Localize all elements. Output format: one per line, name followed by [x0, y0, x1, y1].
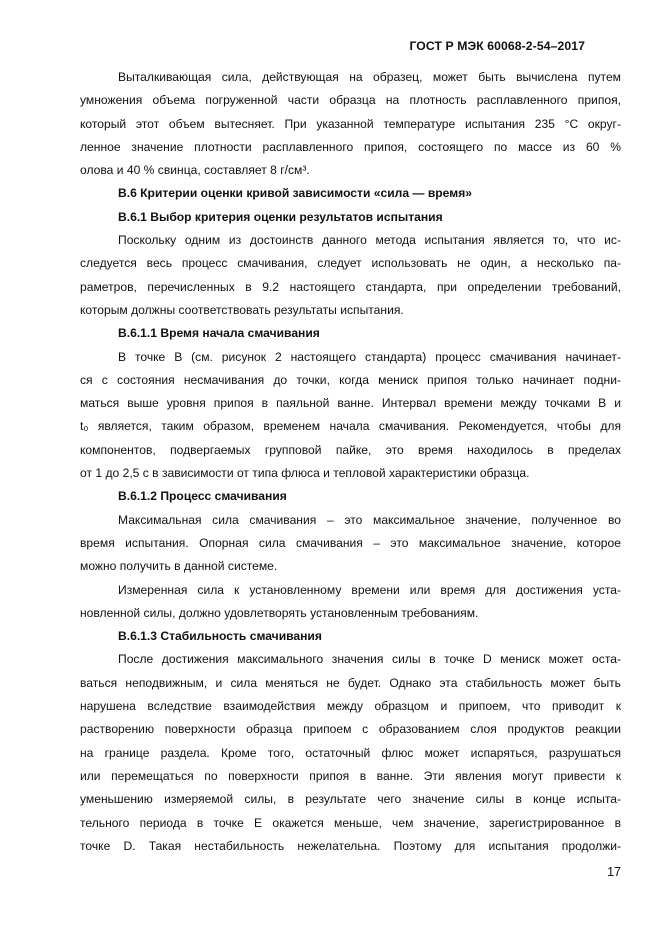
text-line: раметров, перечисленных в 9.2 настоящего стандарта, при определении требований,	[80, 279, 621, 294]
text-line: время испытания. Опорная сила смачивания – это максимальное значение, которое	[80, 535, 621, 550]
text-line: умножения объема погруженной части образца на плотность расплавленного припоя,	[80, 93, 621, 108]
section-heading: В.6.1.3 Стабильность смачивания	[118, 629, 322, 644]
text-line: тельного периода в точке E окажется меньше, чем значение, зарегистрированное в	[80, 815, 621, 830]
document-header: ГОСТ Р МЭК 60068-2-54–2017	[409, 39, 585, 53]
text-line: уменьшению измеряемой силы, в результате чего значение силы в конце испыта-	[80, 792, 621, 807]
text-line: от 1 до 2,5 с в зависимости от типа флюса и тепловой характеристики образца.	[80, 466, 530, 481]
text-line: олова и 40 % свинца, составляет 8 г/см³.	[80, 163, 310, 178]
text-line: на границе раздела. Кроме того, остаточный флюс может испаряться, разрушаться	[80, 745, 621, 760]
text-line: компонентов, подвергаемых групповой пайке, это время находилось в пределах	[80, 442, 621, 457]
text-line: Измеренная сила к установленному времени или время для достижения уста-	[118, 582, 621, 597]
text-line: t₀ является, таким образом, временем начала смачивания. Рекомендуется, чтобы для	[80, 419, 621, 434]
text-line: который этот объем вытесняет. При указанной температуре испытания 235 °С округ-	[80, 116, 621, 131]
section-heading: В.6.1.2 Процесс смачивания	[118, 489, 287, 504]
text-line: растворению поверхности образца припоем с образованием слоя продуктов реакции	[80, 722, 621, 737]
text-line: ся с состояния несмачивания до точки, когда мениск припоя только начинает подни-	[80, 372, 621, 387]
text-line: которым должны соответствовать результаты испытания.	[80, 302, 404, 317]
text-line: новленной силы, должно удовлетворять установленным требованиям.	[80, 605, 479, 620]
text-line: Максимальная сила смачивания – это максимальное значение, полученное во	[118, 512, 621, 527]
text-line: точке D. Такая нестабильность нежелательна. Поэтому для испытания продолжи-	[80, 838, 621, 853]
section-heading: В.6.1.1 Время начала смачивания	[118, 326, 320, 341]
section-heading: В.6.1 Выбор критерия оценки результатов испытания	[118, 209, 443, 224]
text-line: Поскольку одним из достоинств данного метода испытания является то, что ис-	[118, 233, 621, 248]
text-line: Выталкивающая сила, действующая на образец, может быть вычислена путем	[118, 70, 621, 84]
section-heading: В.6 Критерии оценки кривой зависимости «сила — время»	[118, 186, 472, 201]
text-line: После достижения максимального значения силы в точке D мениск может оста-	[118, 652, 621, 667]
text-line: или перемещаться по поверхности припоя в ванне. Эти явления могут привести к	[80, 768, 621, 783]
document-body	[80, 66, 621, 858]
text-line: маться выше уровня припоя в паяльной ванне. Интервал времени между точками B и	[80, 396, 621, 411]
text-line: ленное значение плотности расплавленного припоя, состоящего по массе из 60 %	[80, 139, 621, 154]
text-line: нарушена вследствие взаимодействия между образцом и припоем, что приводит к	[80, 699, 621, 714]
page-number: 17	[607, 865, 621, 879]
text-line: можно получить в данной системе.	[80, 559, 278, 574]
text-line: В точке B (см. рисунок 2 настоящего стандарта) процесс смачивания начинает-	[118, 349, 621, 364]
text-line: следуется весь процесс смачивания, следует использовать не один, а несколько па-	[80, 256, 621, 271]
text-line: ваться неподвижным, и сила меняться не будет. Однако эта стабильность может быть	[80, 675, 621, 690]
